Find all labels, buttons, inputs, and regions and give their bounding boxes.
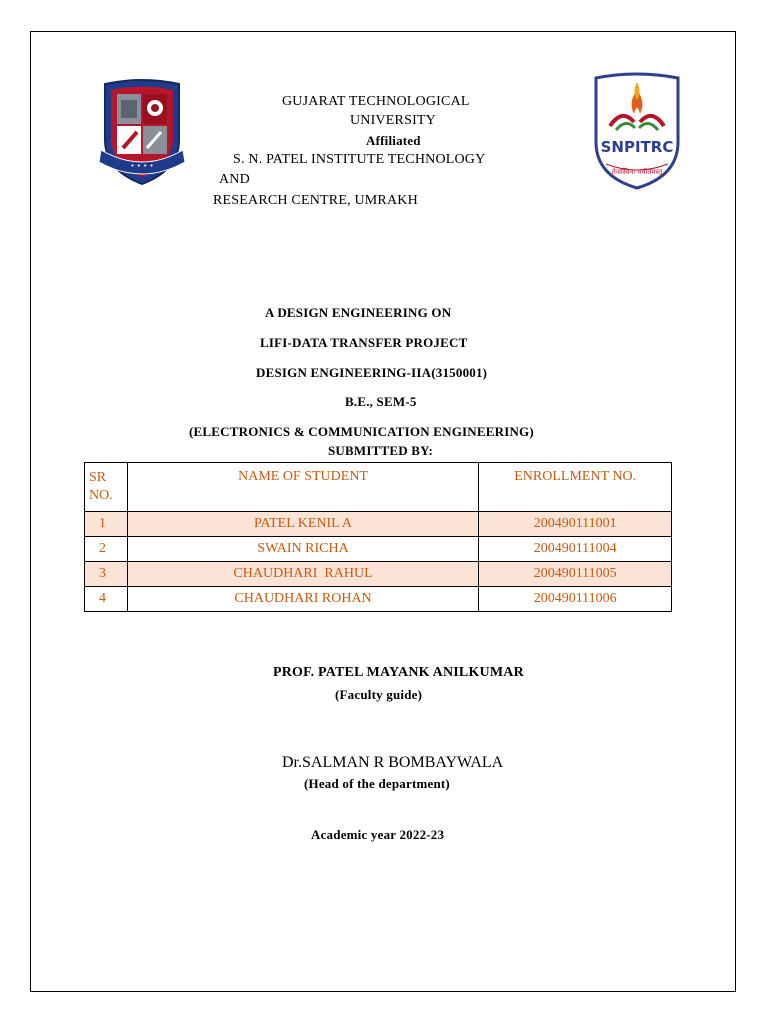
table-row: [85, 512, 672, 537]
project-line-3: DESIGN ENGINEERING-IIA(3150001): [256, 365, 488, 380]
row-sr: 2: [85, 537, 128, 562]
hod-name: Dr.SALMAN R BOMBAYWALA: [282, 754, 504, 771]
header-enrollment: ENROLLMENT NO.: [479, 463, 672, 512]
gtu-logo-icon: [97, 78, 187, 186]
header-sr-no: SR NO.: [85, 463, 128, 512]
row-sr: 4: [85, 587, 128, 612]
project-line-4: B.E., SEM-5: [345, 394, 417, 409]
project-line-1: A DESIGN ENGINEERING ON: [265, 305, 452, 320]
snpitrc-logo-icon: [588, 72, 686, 190]
row-enrollment: 200490111006: [479, 587, 672, 612]
table-header-row: [85, 463, 672, 512]
header-line-6: RESEARCH CENTRE, UMRAKH: [213, 193, 418, 208]
row-sr: 1: [85, 512, 128, 537]
row-enrollment: 200490111005: [479, 562, 672, 587]
row-name: CHAUDHARI ROHAN: [127, 587, 479, 612]
table-row: [85, 587, 672, 612]
table-row: [85, 562, 672, 587]
svg-text:• • • •: • • • •: [130, 162, 154, 170]
header-line-2: UNIVERSITY: [350, 113, 436, 128]
project-line-2: LIFI-DATA TRANSFER PROJECT: [260, 335, 468, 350]
table-row: [85, 537, 672, 562]
header-line-1: GUJARAT TECHNOLOGICAL: [282, 94, 470, 109]
row-name: PATEL KENIL A: [127, 512, 479, 537]
hod-role: (Head of the department): [304, 776, 450, 791]
project-line-5: (ELECTRONICS & COMMUNICATION ENGINEERING): [189, 424, 534, 439]
row-enrollment: 200490111001: [479, 512, 672, 537]
header-line-3: Affiliated: [366, 133, 421, 148]
header-name: NAME OF STUDENT: [127, 463, 479, 512]
header-line-4: S. N. PATEL INSTITUTE TECHNOLOGY: [233, 152, 486, 167]
snpitrc-logo-text: SNPITRC: [600, 138, 674, 156]
submitted-by: SUBMITTED BY:: [328, 443, 434, 458]
faculty-guide-role: (Faculty guide): [335, 687, 423, 702]
row-name: SWAIN RICHA: [127, 537, 479, 562]
faculty-guide-name: PROF. PATEL MAYANK ANILKUMAR: [273, 665, 524, 680]
header-line-5: AND: [219, 172, 250, 187]
row-enrollment: 200490111004: [479, 537, 672, 562]
academic-year: Academic year 2022-23: [311, 827, 445, 842]
student-table: [84, 462, 672, 612]
snpitrc-motto: तेजस्विना वधीतमस्तु: [611, 168, 663, 176]
row-name: CHAUDHARI RAHUL: [127, 562, 479, 587]
row-sr: 3: [85, 562, 128, 587]
